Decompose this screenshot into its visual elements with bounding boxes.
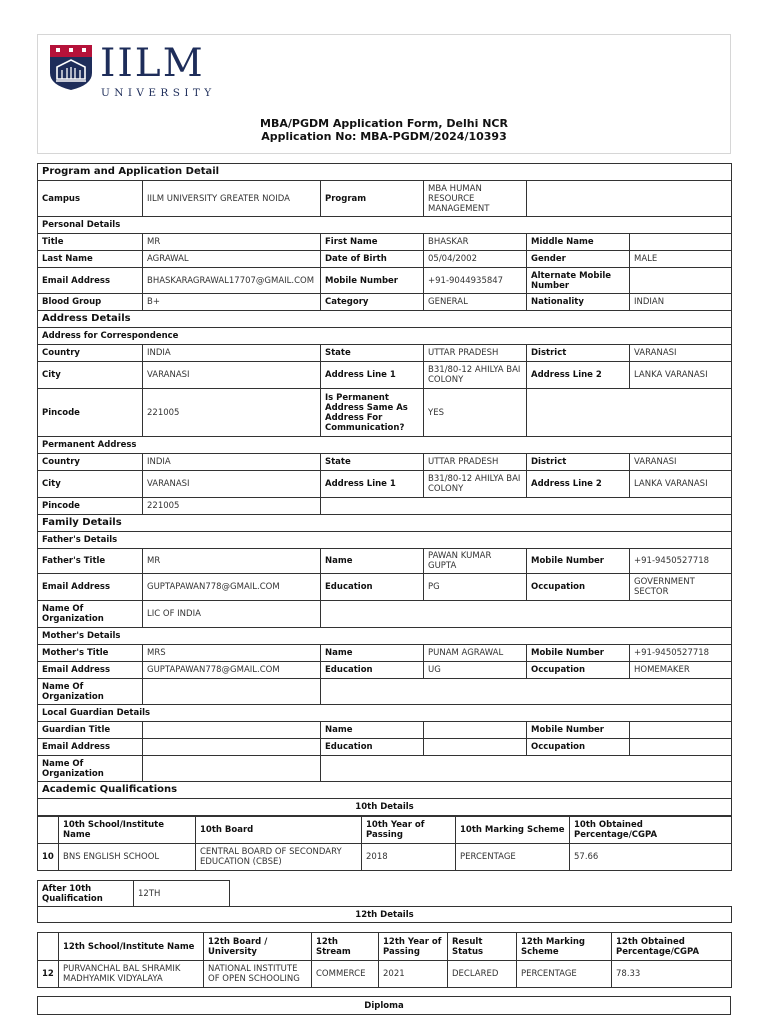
program-label: Program [321, 181, 424, 217]
empty-cell [321, 756, 732, 782]
form-row [38, 645, 732, 662]
subsection-permanent: Permanent Address [38, 437, 732, 454]
dob-label: Date of Birth [321, 251, 424, 268]
form-row [38, 662, 732, 679]
address-line2-value: LANKA VARANASI [630, 362, 732, 389]
mother-occupation-value: HOMEMAKER [630, 662, 732, 679]
blood-group-label: Blood Group [38, 294, 143, 311]
mother-mobile-label: Mobile Number [527, 645, 630, 662]
tenth-year-value: 2018 [362, 844, 456, 871]
category-value: GENERAL [424, 294, 527, 311]
twelfth-percentage-value: 78.33 [612, 961, 732, 988]
campus-label: Campus [38, 181, 143, 217]
guardian-occupation-value [630, 739, 732, 756]
father-education-label: Education [321, 574, 424, 601]
after-tenth-label: After 10th Qualification [38, 881, 134, 907]
guardian-occupation-label: Occupation [527, 739, 630, 756]
form-title: MBA/PGDM Application Form, Delhi NCR [260, 117, 508, 130]
empty-cell [527, 181, 732, 217]
form-row [38, 345, 732, 362]
form-row [38, 498, 732, 515]
twelfth-school-value: PURVANCHAL BAL SHRAMIK MADHYAMIK VIDYALAYA [59, 961, 204, 988]
father-title-value: MR [143, 549, 321, 574]
perm-country-value: INDIA [143, 454, 321, 471]
guardian-name-label: Name [321, 722, 424, 739]
logo-subtitle: UNIVERSITY [101, 87, 216, 99]
mother-name-label: Name [321, 645, 424, 662]
gender-label: Gender [527, 251, 630, 268]
column-header: 12th Stream [312, 933, 379, 961]
form-row [38, 471, 732, 498]
section-title-program: Program and Application Detail [38, 164, 732, 181]
form-row [38, 234, 732, 251]
perm-line2-value: LANKA VARANASI [630, 471, 732, 498]
twelfth-year-value: 2021 [379, 961, 448, 988]
perm-city-value: VARANASI [143, 471, 321, 498]
father-name-label: Name [321, 549, 424, 574]
father-education-value: PG [424, 574, 527, 601]
form-row [38, 574, 732, 601]
address-line2-label: Address Line 2 [527, 362, 630, 389]
subsection-row [38, 628, 732, 645]
father-email-label: Email Address [38, 574, 143, 601]
section-header-row [38, 164, 732, 181]
form-row [38, 294, 732, 311]
table-header-row [38, 817, 732, 844]
section-title-academic: Academic Qualifications [38, 782, 732, 799]
same-address-label: Is Permanent Address Same As Address For Communication? [321, 389, 424, 437]
empty-cell [321, 601, 732, 628]
subsection-correspondence: Address for Correspondence [38, 328, 732, 345]
first-name-value: BHASKAR [424, 234, 527, 251]
perm-district-label: District [527, 454, 630, 471]
guardian-title-value [143, 722, 321, 739]
application-number: Application No: MBA-PGDM/2024/10393 [261, 130, 507, 143]
mother-education-value: UG [424, 662, 527, 679]
pincode-label: Pincode [38, 389, 143, 437]
blood-group-value: B+ [143, 294, 321, 311]
twelfth-details-header: 12th Details [38, 907, 732, 923]
form-row [38, 679, 732, 705]
university-crest-icon [48, 43, 94, 91]
perm-city-label: City [38, 471, 143, 498]
mother-education-label: Education [321, 662, 424, 679]
subsection-row [38, 217, 732, 234]
category-label: Category [321, 294, 424, 311]
guardian-org-value [143, 756, 321, 782]
column-header: 12th Board / University [204, 933, 312, 961]
first-name-label: First Name [321, 234, 424, 251]
subsection-row [38, 907, 732, 923]
form-row [38, 549, 732, 574]
mother-org-label: Name Of Organization [38, 679, 143, 705]
perm-pincode-value: 221005 [143, 498, 321, 515]
form-row [38, 881, 732, 907]
row-number: 12 [38, 961, 59, 988]
column-header: 12th Marking Scheme [517, 933, 612, 961]
section-header-row [38, 311, 732, 328]
subsection-row [38, 799, 732, 816]
address-line1-value: B31/80-12 AHILYA BAI COLONY [424, 362, 527, 389]
guardian-mobile-value [630, 722, 732, 739]
title-value: MR [143, 234, 321, 251]
empty-cell [38, 933, 59, 961]
form-row [38, 268, 732, 294]
perm-country-label: Country [38, 454, 143, 471]
father-org-value: LIC OF INDIA [143, 601, 321, 628]
tenth-details-table [37, 816, 732, 871]
subsection-mother: Mother's Details [38, 628, 732, 645]
empty-cell [38, 817, 59, 844]
father-name-value: PAWAN KUMAR GUPTA [424, 549, 527, 574]
mother-title-label: Mother's Title [38, 645, 143, 662]
city-label: City [38, 362, 143, 389]
guardian-email-value [143, 739, 321, 756]
mother-org-value [143, 679, 321, 705]
form-header [37, 34, 731, 154]
application-details-table [37, 163, 732, 816]
district-value: VARANASI [630, 345, 732, 362]
column-header: 10th Obtained Percentage/CGPA [570, 817, 732, 844]
column-header: 12th School/Institute Name [59, 933, 204, 961]
perm-line2-label: Address Line 2 [527, 471, 630, 498]
address-line1-label: Address Line 1 [321, 362, 424, 389]
column-header: 10th Year of Passing [362, 817, 456, 844]
guardian-education-value [424, 739, 527, 756]
form-row [38, 756, 732, 782]
twelfth-board-value: NATIONAL INSTITUTE OF OPEN SCHOOLING [204, 961, 312, 988]
father-occupation-label: Occupation [527, 574, 630, 601]
table-header-row [38, 933, 732, 961]
last-name-value: AGRAWAL [143, 251, 321, 268]
last-name-label: Last Name [38, 251, 143, 268]
guardian-education-label: Education [321, 739, 424, 756]
form-row [38, 181, 732, 217]
nationality-label: Nationality [527, 294, 630, 311]
twelfth-details-table [37, 932, 732, 988]
state-value: UTTAR PRADESH [424, 345, 527, 362]
form-row [38, 739, 732, 756]
same-address-value: YES [424, 389, 527, 437]
father-occupation-value: GOVERNMENT SECTOR [630, 574, 732, 601]
city-value: VARANASI [143, 362, 321, 389]
subsection-row [38, 997, 731, 1015]
after-tenth-value: 12TH [134, 881, 230, 907]
iilm-logo [48, 43, 238, 99]
father-title-label: Father's Title [38, 549, 143, 574]
perm-line1-value: B31/80-12 AHILYA BAI COLONY [424, 471, 527, 498]
form-row [38, 251, 732, 268]
empty-cell [321, 498, 732, 515]
mother-email-label: Email Address [38, 662, 143, 679]
form-row [38, 362, 732, 389]
subsection-row [38, 437, 732, 454]
subsection-personal: Personal Details [38, 217, 732, 234]
mother-title-value: MRS [143, 645, 321, 662]
email-value: BHASKARAGRAWAL17707@GMAIL.COM [143, 268, 321, 294]
guardian-mobile-label: Mobile Number [527, 722, 630, 739]
guardian-org-label: Name Of Organization [38, 756, 143, 782]
empty-cell [230, 881, 732, 907]
father-mobile-value: +91-9450527718 [630, 549, 732, 574]
perm-line1-label: Address Line 1 [321, 471, 424, 498]
perm-district-value: VARANASI [630, 454, 732, 471]
district-label: District [527, 345, 630, 362]
nationality-value: INDIAN [630, 294, 732, 311]
dob-value: 05/04/2002 [424, 251, 527, 268]
middle-name-value [630, 234, 732, 251]
form-row [38, 601, 732, 628]
table-row [38, 844, 732, 871]
country-label: Country [38, 345, 143, 362]
state-label: State [321, 345, 424, 362]
tenth-percentage-value: 57.66 [570, 844, 732, 871]
twelfth-scheme-value: PERCENTAGE [517, 961, 612, 988]
father-email-value: GUPTAPAWAN778@GMAIL.COM [143, 574, 321, 601]
gender-value: MALE [630, 251, 732, 268]
subsection-father: Father's Details [38, 532, 732, 549]
logo-wordmark: IILM [100, 41, 205, 86]
subsection-row [38, 532, 732, 549]
section-title-family: Family Details [38, 515, 732, 532]
column-header: Result Status [448, 933, 517, 961]
twelfth-stream-value: COMMERCE [312, 961, 379, 988]
twelfth-status-value: DECLARED [448, 961, 517, 988]
column-header: 12th Obtained Percentage/CGPA [612, 933, 732, 961]
section-header-row [38, 782, 732, 799]
subsection-guardian: Local Guardian Details [38, 705, 732, 722]
father-org-label: Name Of Organization [38, 601, 143, 628]
diploma-header: Diploma [38, 997, 731, 1015]
mother-name-value: PUNAM AGRAWAL [424, 645, 527, 662]
empty-cell [321, 679, 732, 705]
section-header-row [38, 515, 732, 532]
table-row [38, 961, 732, 988]
father-mobile-label: Mobile Number [527, 549, 630, 574]
tenth-details-header: 10th Details [38, 799, 732, 816]
subsection-row [38, 705, 732, 722]
mother-occupation-label: Occupation [527, 662, 630, 679]
empty-cell [527, 389, 732, 437]
perm-state-value: UTTAR PRADESH [424, 454, 527, 471]
tenth-scheme-value: PERCENTAGE [456, 844, 570, 871]
diploma-table [37, 996, 731, 1015]
guardian-email-label: Email Address [38, 739, 143, 756]
row-number: 10 [38, 844, 59, 871]
section-title-address: Address Details [38, 311, 732, 328]
middle-name-label: Middle Name [527, 234, 630, 251]
mother-email-value: GUPTAPAWAN778@GMAIL.COM [143, 662, 321, 679]
email-label: Email Address [38, 268, 143, 294]
title-label: Title [38, 234, 143, 251]
perm-pincode-label: Pincode [38, 498, 143, 515]
subsection-row [38, 328, 732, 345]
column-header: 10th School/Institute Name [59, 817, 196, 844]
pincode-value: 221005 [143, 389, 321, 437]
after-tenth-table [37, 880, 732, 923]
program-value: MBA HUMAN RESOURCE MANAGEMENT [424, 181, 527, 217]
column-header: 10th Board [196, 817, 362, 844]
mobile-value: +91-9044935847 [424, 268, 527, 294]
alt-mobile-value [630, 268, 732, 294]
form-row [38, 454, 732, 471]
form-row [38, 722, 732, 739]
form-row [38, 389, 732, 437]
guardian-title-label: Guardian Title [38, 722, 143, 739]
guardian-name-value [424, 722, 527, 739]
column-header: 12th Year of Passing [379, 933, 448, 961]
country-value: INDIA [143, 345, 321, 362]
mother-mobile-value: +91-9450527718 [630, 645, 732, 662]
mobile-label: Mobile Number [321, 268, 424, 294]
perm-state-label: State [321, 454, 424, 471]
tenth-board-value: CENTRAL BOARD OF SECONDARY EDUCATION (CBSE) [196, 844, 362, 871]
alt-mobile-label: Alternate Mobile Number [527, 268, 630, 294]
campus-value: IILM UNIVERSITY GREATER NOIDA [143, 181, 321, 217]
column-header: 10th Marking Scheme [456, 817, 570, 844]
tenth-school-value: BNS ENGLISH SCHOOL [59, 844, 196, 871]
